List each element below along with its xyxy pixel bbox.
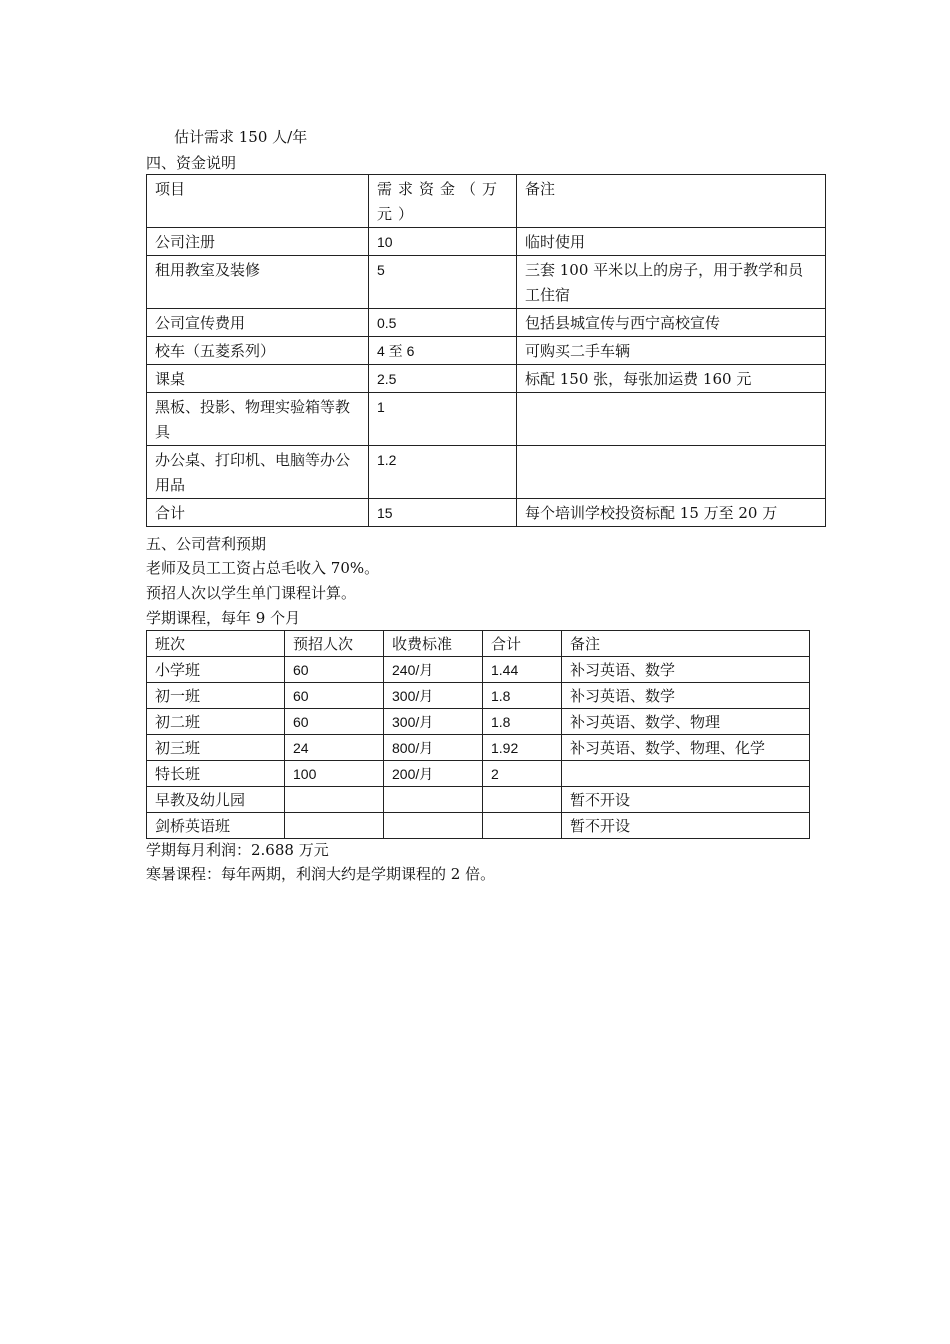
class-cell: 特长班 [147,761,285,787]
header-cell-amount: 需求资金（万元） [369,175,517,228]
count-cell: 60 [285,657,384,683]
item-cell: 合计 [147,499,369,527]
header-cell-total: 合计 [483,631,562,657]
header-cell-class: 班次 [147,631,285,657]
header-cell-fee: 收费标准 [384,631,483,657]
note-cell: 补习英语、数学、物理 [562,709,810,735]
amount-cell: 5 [369,256,517,309]
total-cell [483,813,562,839]
note-cell: 每个培训学校投资标配 15 万至 20 万 [517,499,826,527]
table-header-row [147,175,826,228]
total-cell [483,787,562,813]
item-cell: 租用教室及装修 [147,256,369,309]
class-cell: 初一班 [147,683,285,709]
count-cell: 60 [285,683,384,709]
table-row [147,309,826,337]
table-header-row [147,631,810,657]
item-cell: 校车（五菱系列） [147,337,369,365]
amount-cell: 10 [369,228,517,256]
table-row [147,787,810,813]
header-cell-note: 备注 [517,175,826,228]
class-cell: 小学班 [147,657,285,683]
item-cell: 办公桌、打印机、电脑等办公用品 [147,446,369,499]
count-cell [285,787,384,813]
item-cell: 公司注册 [147,228,369,256]
amount-cell: 1 [369,393,517,446]
table-row [147,446,826,499]
amount-cell: 2.5 [369,365,517,393]
note-cell [517,446,826,499]
amount-cell: 15 [369,499,517,527]
item-cell: 课桌 [147,365,369,393]
class-cell: 早教及幼儿园 [147,787,285,813]
table-row [147,657,810,683]
note-cell [517,393,826,446]
enrollment-basis-line: 预招人次以学生单门课程计算。 [146,584,357,602]
fee-cell [384,813,483,839]
table-total-row [147,499,826,527]
note-cell: 补习英语、数学 [562,683,810,709]
fee-cell: 300/月 [384,683,483,709]
header-cell-item: 项目 [147,175,369,228]
total-cell: 1.8 [483,683,562,709]
note-cell: 可购买二手车辆 [517,337,826,365]
summer-course-line: 寒暑课程：每年两期，利润大约是学期课程的 2 倍。 [146,865,496,883]
amount-cell: 4 至 6 [369,337,517,365]
table-row [147,228,826,256]
class-cell: 初三班 [147,735,285,761]
count-cell: 100 [285,761,384,787]
item-cell: 公司宣传费用 [147,309,369,337]
table-row [147,709,810,735]
class-cell: 剑桥英语班 [147,813,285,839]
note-cell: 暂不开设 [562,787,810,813]
note-cell: 补习英语、数学 [562,657,810,683]
amount-cell: 0.5 [369,309,517,337]
table-row [147,337,826,365]
term-course-line: 学期课程，每年 9 个月 [146,609,301,627]
section5-heading: 五、公司营利预期 [146,535,267,553]
fee-cell: 240/月 [384,657,483,683]
intro-line: 估计需求 150 人/年 [174,128,308,146]
monthly-profit-line: 学期每月利润：2.688 万元 [146,841,329,859]
note-cell: 暂不开设 [562,813,810,839]
class-cell: 初二班 [147,709,285,735]
note-cell: 三套 100 平米以上的房子，用于教学和员工住宿 [517,256,826,309]
header-cell-count: 预招人次 [285,631,384,657]
total-cell: 2 [483,761,562,787]
table-row [147,813,810,839]
header-cell-note: 备注 [562,631,810,657]
note-cell: 包括县城宣传与西宁高校宣传 [517,309,826,337]
table-row [147,735,810,761]
note-cell: 临时使用 [517,228,826,256]
funds-table [146,174,826,527]
fee-cell [384,787,483,813]
salary-ratio-line: 老师及员工工资占总毛收入 70%。 [146,559,380,577]
table-row [147,683,810,709]
note-cell: 标配 150 张，每张加运费 160 元 [517,365,826,393]
fee-cell: 300/月 [384,709,483,735]
profit-table [146,630,810,839]
count-cell: 24 [285,735,384,761]
total-cell: 1.8 [483,709,562,735]
table-row [147,256,826,309]
fee-cell: 800/月 [384,735,483,761]
count-cell: 60 [285,709,384,735]
section4-heading: 四、资金说明 [146,154,237,172]
note-cell: 补习英语、数学、物理、化学 [562,735,810,761]
table-row [147,393,826,446]
item-cell: 黑板、投影、物理实验箱等教具 [147,393,369,446]
note-cell [562,761,810,787]
table-row [147,761,810,787]
amount-cell: 1.2 [369,446,517,499]
total-cell: 1.92 [483,735,562,761]
fee-cell: 200/月 [384,761,483,787]
table-row [147,365,826,393]
total-cell: 1.44 [483,657,562,683]
count-cell [285,813,384,839]
